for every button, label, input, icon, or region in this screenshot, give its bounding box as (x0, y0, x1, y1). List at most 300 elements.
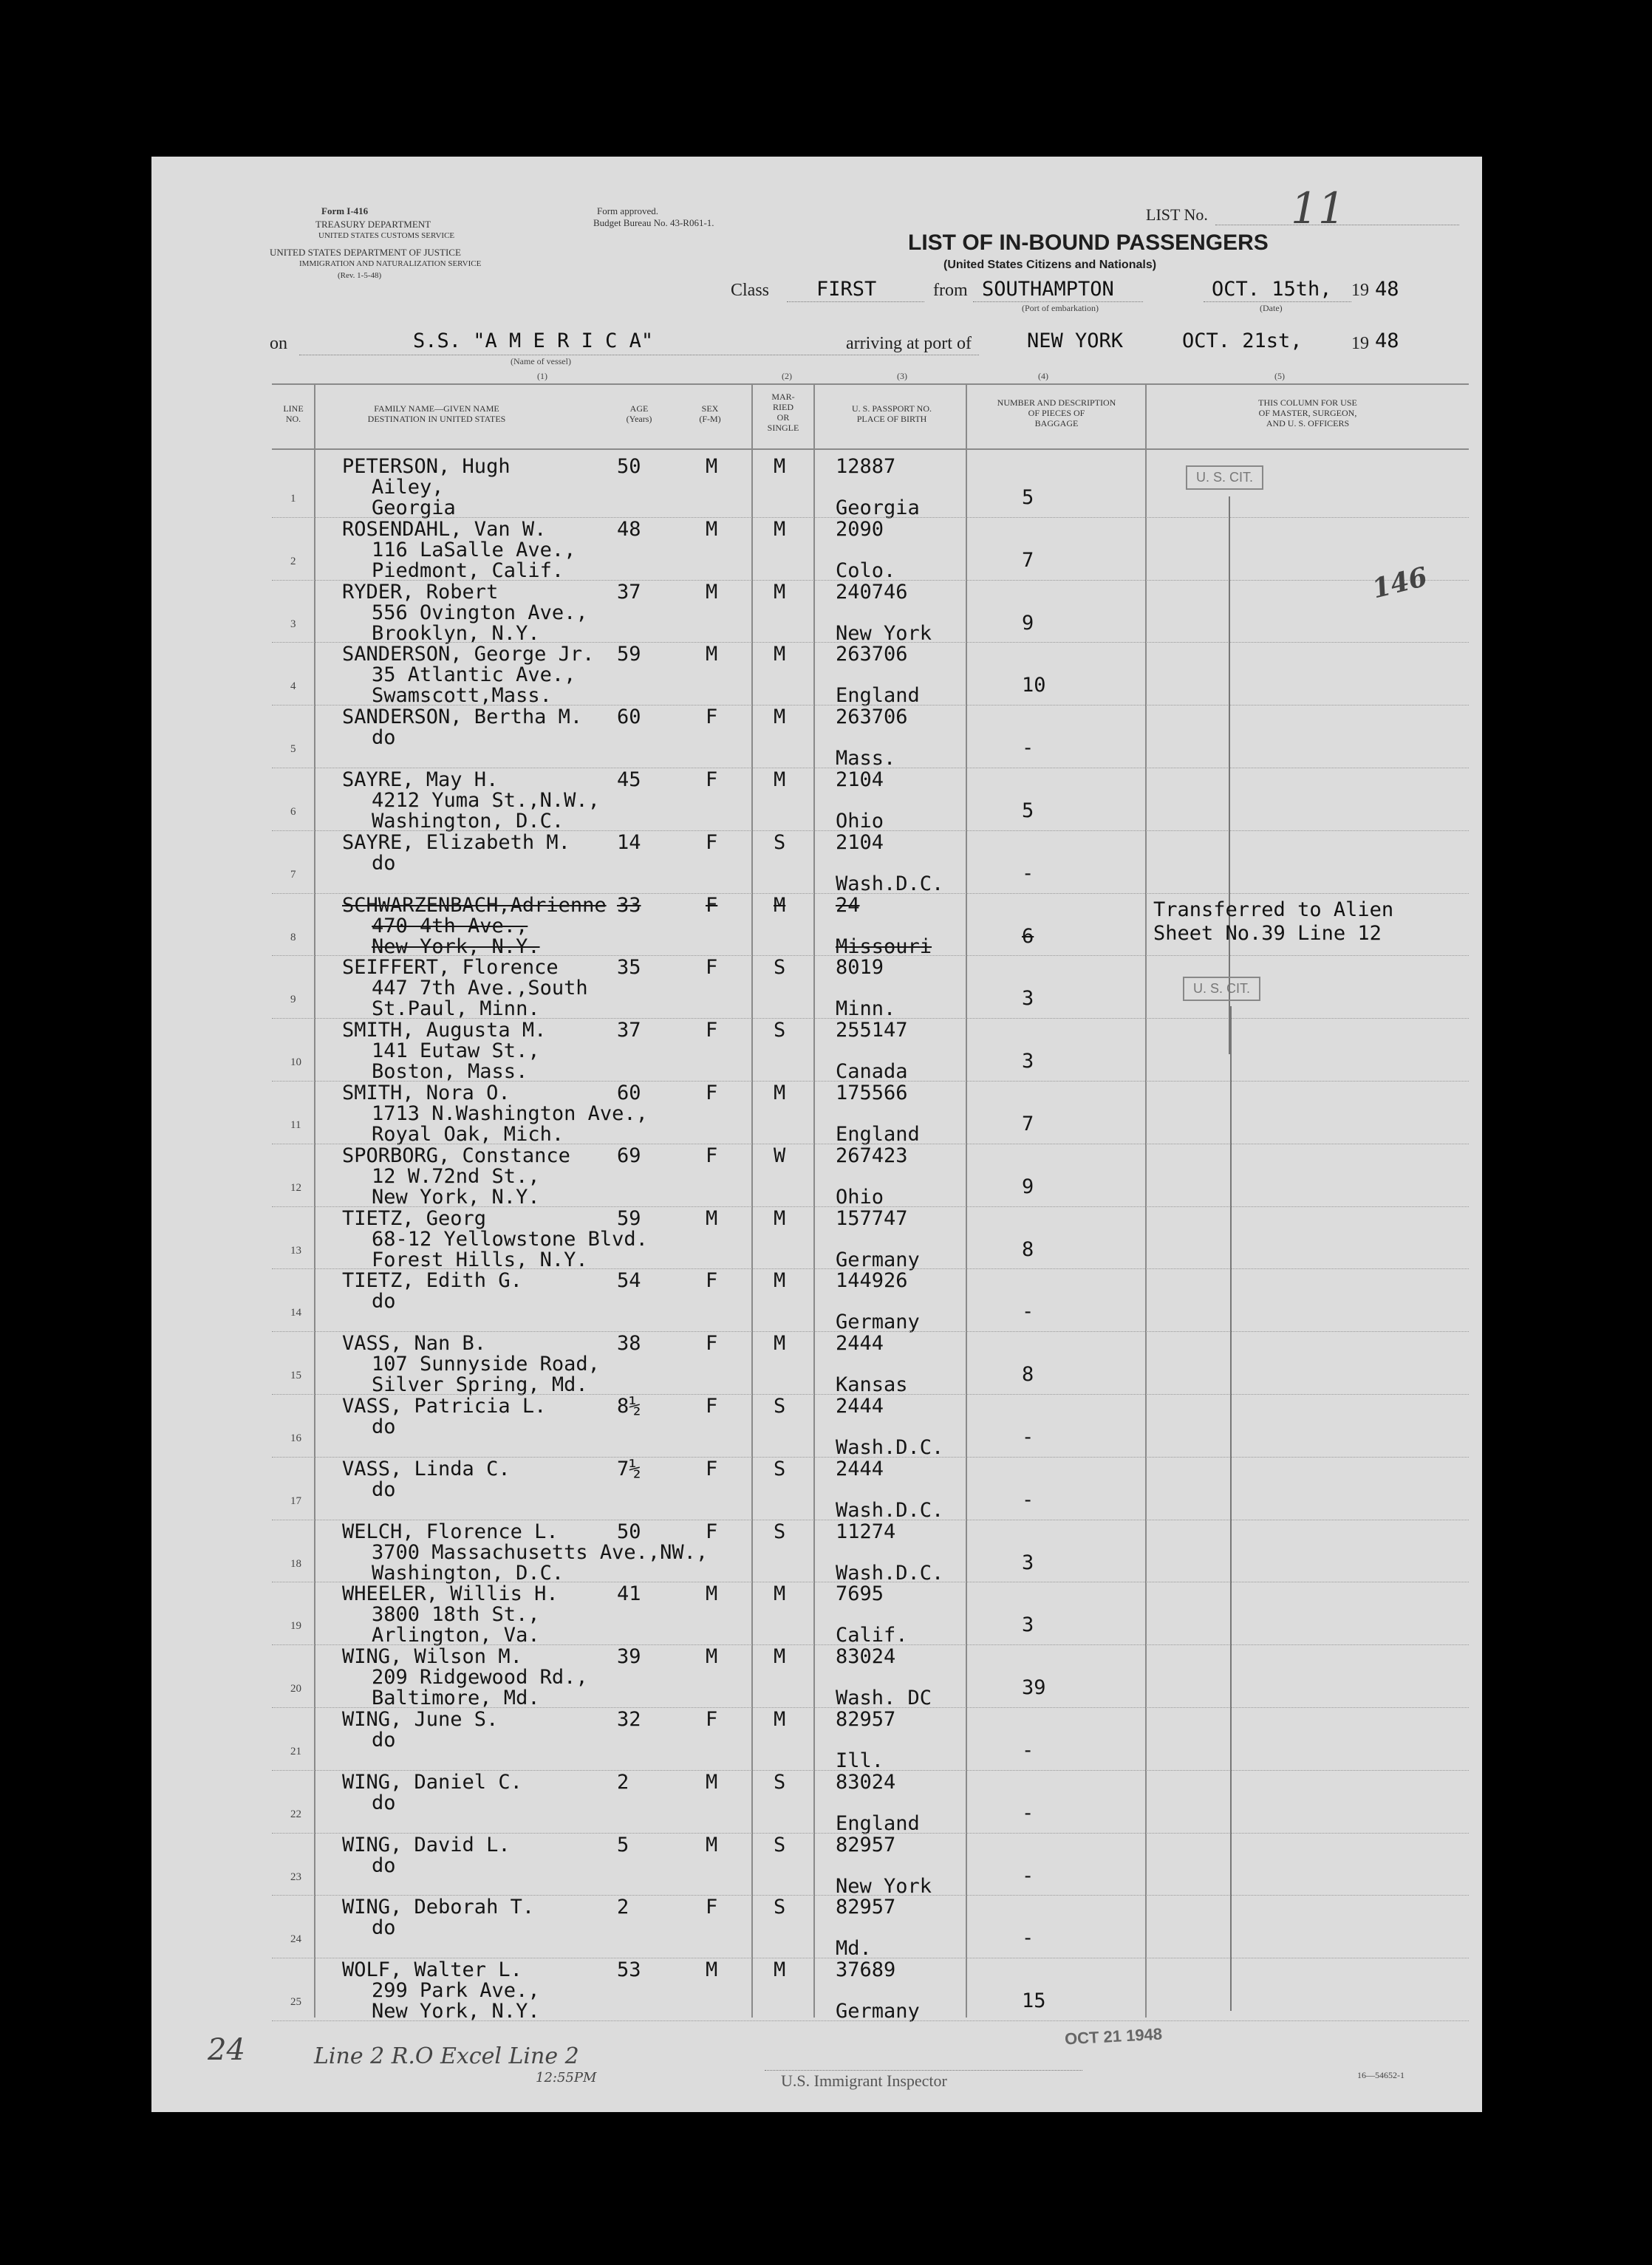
passenger-age: 32 (617, 1708, 641, 1731)
line-number: 4 (290, 680, 296, 693)
place-of-birth: England (836, 684, 920, 708)
port-caption: (Port of embarkation) (1022, 303, 1099, 313)
marital-status: M (774, 643, 786, 666)
transfer-note-sheet: Sheet No.39 Line 12 (1153, 922, 1382, 945)
ins-label: IMMIGRATION AND NATURALIZATION SERVICE (299, 259, 482, 268)
place-of-birth: Wash.D.C. (836, 1561, 944, 1585)
baggage-count: - (1022, 1426, 1034, 1449)
line-number: 23 (290, 1871, 301, 1883)
passport-number: 2104 (836, 768, 884, 791)
from-line (973, 301, 1143, 302)
passport-number: 83024 (836, 1645, 896, 1669)
place-of-birth: Germany (836, 1248, 920, 1271)
passport-number: 11274 (836, 1520, 896, 1543)
marital-status: S (774, 830, 786, 854)
passport-number: 37689 (836, 1958, 896, 1982)
baggage-count: 39 (1022, 1676, 1046, 1700)
manifest-page (151, 157, 1482, 2112)
line-number: 21 (290, 1746, 301, 1757)
header-sex: SEX (F-M) (699, 403, 721, 424)
passenger-city: New York, N.Y. (372, 1185, 540, 1209)
passenger-city: Boston, Mass. (372, 1060, 528, 1084)
passenger-sex: F (706, 1082, 718, 1104)
list-number: 11 (1291, 183, 1345, 233)
passenger-age: 53 (617, 1958, 641, 1982)
passport-number: 82957 (836, 1833, 896, 1856)
passport-number: 144926 (836, 1269, 908, 1293)
baggage-count: 10 (1022, 674, 1046, 697)
passenger-name: WING, Daniel C. (342, 1770, 522, 1794)
pencil-footer-time: 12:55PM (536, 2070, 597, 2085)
passenger-age: 33 (617, 893, 641, 917)
marital-status: S (774, 1520, 786, 1543)
place-of-birth: Ohio (836, 810, 884, 833)
passenger-city: Washington, D.C. (372, 1561, 564, 1585)
class-value: FIRST (816, 278, 877, 301)
passenger-city: New York, N.Y. (372, 2000, 540, 2023)
date-line (1204, 301, 1351, 302)
header-baggage: NUMBER AND DESCRIPTION OF PIECES OF BAGGAGE (997, 397, 1116, 428)
passenger-sex: M (706, 643, 718, 666)
row-divider (272, 2020, 1469, 2021)
place-of-birth: New York (836, 1874, 932, 1898)
passenger-sex: M (706, 580, 718, 604)
passenger-age: 41 (617, 1582, 641, 1606)
line-number: 17 (290, 1494, 301, 1507)
baggage-count: - (1022, 1864, 1034, 1888)
passport-number: 2104 (836, 830, 884, 854)
place-of-birth: Mass. (836, 747, 896, 771)
baggage-count: - (1022, 1739, 1034, 1762)
marital-status: S (774, 956, 786, 980)
line-number: 15 (290, 1370, 301, 1382)
passport-number: 8019 (836, 956, 884, 980)
bureau-number: Budget Bureau No. 43-R061-1. (593, 217, 714, 228)
marital-status: M (774, 893, 786, 917)
header-line: LINE NO. (283, 403, 304, 424)
passenger-address: 447 7th Ave.,South (372, 977, 588, 1000)
marital-status: M (774, 1708, 786, 1731)
baggage-count: - (1022, 1300, 1034, 1324)
passenger-city: St.Paul, Minn. (372, 997, 540, 1021)
passenger-address: 116 LaSalle Ave., (372, 538, 576, 561)
pencil-tally: 24 (208, 2033, 245, 2067)
passenger-name: RYDER, Robert (342, 580, 499, 604)
passenger-address: do (372, 1477, 396, 1501)
passenger-age: 69 (617, 1144, 641, 1167)
passenger-city: Brooklyn, N.Y. (372, 621, 540, 645)
col-divider (1145, 383, 1147, 2018)
passenger-name: SAYRE, May H. (342, 768, 499, 791)
header-underline (272, 448, 1469, 450)
passenger-age: 8½ (617, 1395, 641, 1418)
passenger-sex: M (706, 1582, 718, 1606)
page-subtitle: (United States Citizens and Nationals) (943, 259, 1157, 271)
passenger-sex: F (706, 1019, 718, 1042)
col-number: (3) (897, 371, 907, 381)
passenger-age: 37 (617, 1019, 641, 1042)
passenger-name: VASS, Nan B. (342, 1332, 487, 1356)
baggage-count: 7 (1022, 1113, 1034, 1135)
passenger-address: do (372, 1290, 396, 1313)
passenger-name: WING, Deborah T. (342, 1896, 535, 1919)
passenger-address: do (372, 1415, 396, 1438)
passenger-name: WING, David L. (342, 1833, 511, 1856)
us-citizen-stamp: U. S. CIT. (1183, 977, 1260, 1001)
pencil-bracket-line (1229, 496, 1230, 1054)
baggage-count: 3 (1022, 1551, 1034, 1574)
passenger-address: do (372, 851, 396, 875)
passenger-city: Royal Oak, Mich. (372, 1123, 564, 1146)
place-of-birth: New York (836, 621, 932, 645)
passenger-address: 556 Ovington Ave., (372, 601, 588, 624)
baggage-count: - (1022, 1488, 1034, 1511)
place-of-birth: Minn. (836, 997, 896, 1021)
passport-number: 175566 (836, 1082, 908, 1104)
col-number: (2) (782, 371, 792, 381)
passenger-sex: F (706, 1520, 718, 1543)
line-number: 5 (290, 743, 296, 756)
passport-number: 2444 (836, 1457, 884, 1480)
place-of-birth: England (836, 1811, 920, 1835)
col-divider (966, 383, 967, 2018)
marital-status: S (774, 1457, 786, 1480)
passport-number: 82957 (836, 1708, 896, 1731)
line-number: 12 (290, 1181, 301, 1194)
passenger-city: Forest Hills, N.Y. (372, 1248, 588, 1271)
baggage-count: 7 (1022, 548, 1034, 572)
baggage-count: 8 (1022, 1363, 1034, 1387)
passenger-address: 299 Park Ave., (372, 1979, 540, 2003)
treasury-label: TREASURY DEPARTMENT (315, 219, 431, 230)
passenger-name: SMITH, Augusta M. (342, 1019, 547, 1042)
baggage-count: - (1022, 1801, 1034, 1825)
passenger-city: Washington, D.C. (372, 810, 564, 833)
class-label: Class (731, 281, 770, 300)
form-approved: Form approved. (597, 205, 659, 216)
baggage-count: 8 (1022, 1237, 1034, 1261)
passenger-sex: F (706, 893, 718, 917)
line-number: 2 (290, 555, 296, 567)
line-number: 24 (290, 1933, 301, 1946)
line-number: 9 (290, 994, 296, 1006)
line-number: 1 (290, 493, 296, 505)
footer-code: 16—54652-1 (1357, 2070, 1404, 2080)
passenger-age: 2 (617, 1770, 629, 1794)
col-divider (751, 383, 753, 2018)
passenger-name: TIETZ, Georg (342, 1206, 487, 1230)
arrival-date: OCT. 21st, (1182, 329, 1303, 352)
passenger-sex: F (706, 956, 718, 980)
line-number: 20 (290, 1683, 301, 1695)
list-no-label: LIST No. (1146, 205, 1208, 224)
passenger-address: 141 Eutaw St., (372, 1039, 540, 1063)
passenger-address: do (372, 1854, 396, 1877)
place-of-birth: Germany (836, 1311, 920, 1334)
passport-number: 263706 (836, 706, 908, 729)
marital-status: M (774, 706, 786, 729)
passport-number: 240746 (836, 580, 908, 604)
from-label: from (933, 281, 968, 300)
passenger-age: 50 (617, 455, 641, 478)
marital-status: S (774, 1395, 786, 1418)
col-number: (1) (537, 371, 547, 381)
passenger-age: 60 (617, 1082, 641, 1104)
line-number: 22 (290, 1808, 301, 1820)
passenger-age: 59 (617, 643, 641, 666)
baggage-count: 5 (1022, 486, 1034, 509)
passenger-address: 107 Sunnyside Road, (372, 1353, 600, 1376)
marital-status: M (774, 768, 786, 791)
passenger-age: 14 (617, 830, 641, 854)
place-of-birth: Md. (836, 1937, 872, 1961)
passenger-sex: F (706, 1708, 718, 1731)
passenger-sex: F (706, 1457, 718, 1480)
marital-status: M (774, 580, 786, 604)
revision-label: (Rev. 1-5-48) (338, 271, 382, 280)
passport-number: 82957 (836, 1896, 896, 1919)
passenger-sex: M (706, 455, 718, 478)
place-of-birth: England (836, 1123, 920, 1146)
baggage-count: - (1022, 737, 1034, 760)
transfer-note: Transferred to Alien (1153, 898, 1394, 921)
passport-number: 267423 (836, 1144, 908, 1167)
passenger-address: do (372, 1729, 396, 1752)
passenger-age: 50 (617, 1520, 641, 1543)
place-of-birth: Wash.D.C. (836, 1498, 944, 1522)
passenger-name: WHEELER, Willis H. (342, 1582, 559, 1606)
page-title: LIST OF IN-BOUND PASSENGERS (908, 230, 1269, 255)
place-of-birth: Germany (836, 2000, 920, 2023)
passenger-city: Silver Spring, Md. (372, 1373, 588, 1397)
on-label: on (270, 334, 287, 353)
inspector-line (765, 2070, 1082, 2071)
marital-status: M (774, 1269, 786, 1293)
place-of-birth: Colo. (836, 558, 896, 582)
arriving-label: arriving at port of (846, 334, 972, 353)
place-of-birth: Ohio (836, 1185, 884, 1209)
passenger-sex: M (706, 1645, 718, 1669)
pencil-footer-note: Line 2 R.O Excel Line 2 (314, 2043, 579, 2069)
line-number: 7 (290, 868, 296, 881)
vessel-caption: (Name of vessel) (511, 356, 571, 366)
passenger-address: Ailey, (372, 476, 444, 499)
baggage-count: 9 (1022, 611, 1034, 635)
passenger-address: 12 W.72nd St., (372, 1164, 540, 1188)
passenger-address: 68-12 Yellowstone Blvd. (372, 1227, 648, 1251)
baggage-count: 6 (1022, 924, 1034, 948)
passenger-sex: M (706, 1833, 718, 1856)
marital-status: M (774, 1332, 786, 1356)
pencil-bracket-line (1230, 1006, 1232, 2011)
place-of-birth: Canada (836, 1060, 908, 1084)
passenger-age: 2 (617, 1896, 629, 1919)
baggage-count: - (1022, 861, 1034, 885)
passenger-name: WELCH, Florence L. (342, 1520, 559, 1543)
line-number: 10 (290, 1056, 301, 1069)
passport-number: 157747 (836, 1206, 908, 1230)
header-age: AGE (Years) (626, 403, 652, 424)
passenger-sex: F (706, 1269, 718, 1293)
baggage-count: 5 (1022, 799, 1034, 822)
passenger-city: Baltimore, Md. (372, 1687, 540, 1710)
passport-number: 24 (836, 893, 860, 917)
passport-number: 2444 (836, 1395, 884, 1418)
line-number: 3 (290, 618, 296, 630)
arrival-year-prefix: 19 (1351, 334, 1369, 353)
date-stamp: OCT 21 1948 (1064, 2024, 1163, 2049)
line-number: 25 (290, 1996, 301, 2009)
line-number: 18 (290, 1557, 301, 1570)
line-number: 11 (290, 1119, 301, 1131)
place-of-birth: Wash.D.C. (836, 1436, 944, 1459)
place-of-birth: Kansas (836, 1373, 908, 1397)
passenger-sex: M (706, 517, 718, 541)
passenger-sex: F (706, 768, 718, 791)
departure-date: OCT. 15th, (1212, 278, 1332, 301)
passenger-address: 4212 Yuma St.,N.W., (372, 789, 600, 812)
passenger-sex: M (706, 1958, 718, 1982)
passport-number: 2090 (836, 517, 884, 541)
baggage-count: 3 (1022, 987, 1034, 1011)
place-of-birth: Ill. (836, 1749, 884, 1772)
passenger-name: SANDERSON, Bertha M. (342, 706, 583, 729)
passenger-age: 60 (617, 706, 641, 729)
passenger-sex: F (706, 1332, 718, 1356)
passenger-city: Swamscott,Mass. (372, 684, 552, 708)
passenger-address: 1713 N.Washington Ave., (372, 1102, 648, 1125)
line-number: 8 (290, 931, 296, 943)
passenger-sex: F (706, 830, 718, 854)
marital-status: S (774, 1770, 786, 1794)
pencil-count: 146 (1369, 561, 1431, 605)
customs-label: UNITED STATES CUSTOMS SERVICE (318, 231, 455, 240)
place-of-birth: Missouri (836, 935, 932, 958)
arrival-year: 48 (1375, 329, 1399, 352)
passenger-city: Piedmont, Calif. (372, 558, 564, 582)
passenger-address: 470 4th Ave., (372, 914, 528, 937)
marital-status: M (774, 517, 786, 541)
passport-number: 12887 (836, 455, 896, 478)
marital-status: M (774, 1958, 786, 1982)
passenger-name: SCHWARZENBACH,Adrienne (342, 893, 607, 917)
year-prefix: 19 (1351, 281, 1369, 300)
line-number: 13 (290, 1244, 301, 1257)
from-value: SOUTHAMPTON (982, 278, 1114, 301)
passenger-sex: F (706, 706, 718, 729)
passenger-age: 37 (617, 580, 641, 604)
header-married: MAR- RIED OR SINGLE (767, 392, 799, 433)
passenger-name: WOLF, Walter L. (342, 1958, 522, 1982)
passenger-age: 7½ (617, 1457, 641, 1480)
marital-status: M (774, 1206, 786, 1230)
passenger-address: do (372, 1916, 396, 1940)
passport-number: 263706 (836, 643, 908, 666)
col-number: (5) (1274, 371, 1285, 381)
passenger-age: 45 (617, 768, 641, 791)
passenger-name: SMITH, Nora O. (342, 1082, 511, 1104)
baggage-count: 9 (1022, 1175, 1034, 1198)
baggage-count: 3 (1022, 1613, 1034, 1637)
col-divider (314, 383, 315, 2018)
marital-status: S (774, 1833, 786, 1856)
place-of-birth: Calif. (836, 1624, 908, 1647)
justice-label: UNITED STATES DEPARTMENT OF JUSTICE (270, 247, 461, 258)
passenger-city: New York, N.Y. (372, 935, 540, 958)
line-number: 19 (290, 1620, 301, 1633)
line-number: 16 (290, 1432, 301, 1444)
place-of-birth: Georgia (836, 496, 920, 519)
passport-number: 83024 (836, 1770, 896, 1794)
baggage-count: 3 (1022, 1050, 1034, 1073)
inspector-caption: U.S. Immigrant Inspector (781, 2071, 947, 2090)
line-number: 6 (290, 806, 296, 818)
passenger-age: 59 (617, 1206, 641, 1230)
passenger-age: 39 (617, 1645, 641, 1669)
passenger-name: SEIFFERT, Florence (342, 956, 559, 980)
passenger-name: ROSENDAHL, Van W. (342, 517, 547, 541)
passenger-age: 38 (617, 1332, 641, 1356)
place-of-birth: Wash. DC (836, 1687, 932, 1710)
passenger-name: PETERSON, Hugh (342, 455, 511, 478)
marital-status: M (774, 1082, 786, 1104)
passenger-name: TIETZ, Edith G. (342, 1269, 522, 1293)
passport-number: 255147 (836, 1019, 908, 1042)
passenger-sex: F (706, 1896, 718, 1919)
passenger-name: SPORBORG, Constance (342, 1144, 570, 1167)
date-caption: (Date) (1260, 303, 1283, 313)
passenger-sex: F (706, 1395, 718, 1418)
passenger-age: 35 (617, 956, 641, 980)
marital-status: M (774, 1582, 786, 1606)
passenger-age: 54 (617, 1269, 641, 1293)
passenger-name: WING, Wilson M. (342, 1645, 522, 1669)
marital-status: M (774, 1645, 786, 1669)
form-number: Form I-416 (321, 205, 369, 216)
passport-number: 7695 (836, 1582, 884, 1606)
marital-status: S (774, 1019, 786, 1042)
col-divider (813, 383, 815, 2018)
passenger-name: VASS, Linda C. (342, 1457, 511, 1480)
passenger-age: 5 (617, 1833, 629, 1856)
place-of-birth: Wash.D.C. (836, 872, 944, 895)
header-officers: THIS COLUMN FOR USE OF MASTER, SURGEON, AND U. S. OFFICERS (1258, 397, 1357, 428)
passenger-address: 209 Ridgewood Rd., (372, 1666, 588, 1690)
passenger-city: Arlington, Va. (372, 1624, 540, 1647)
passenger-sex: F (706, 1144, 718, 1167)
marital-status: W (774, 1144, 786, 1167)
passenger-address: do (372, 1791, 396, 1814)
us-citizen-stamp: U. S. CIT. (1186, 465, 1263, 490)
passenger-address: do (372, 726, 396, 750)
marital-status: S (774, 1896, 786, 1919)
marital-status: M (774, 455, 786, 478)
arrival-port: NEW YORK (1027, 329, 1124, 352)
passenger-name: WING, June S. (342, 1708, 499, 1731)
baggage-count: 15 (1022, 1989, 1046, 2013)
passenger-city: Georgia (372, 496, 456, 519)
passenger-age: 48 (617, 517, 641, 541)
passenger-sex: M (706, 1770, 718, 1794)
line-number: 14 (290, 1307, 301, 1319)
baggage-count: - (1022, 1927, 1034, 1950)
passenger-name: VASS, Patricia L. (342, 1395, 547, 1418)
vessel-name: S.S. "A M E R I C A" (413, 329, 654, 352)
year-value: 48 (1375, 278, 1399, 301)
col-number: (4) (1038, 371, 1048, 381)
passport-number: 2444 (836, 1332, 884, 1356)
passenger-name: SAYRE, Elizabeth M. (342, 830, 570, 854)
